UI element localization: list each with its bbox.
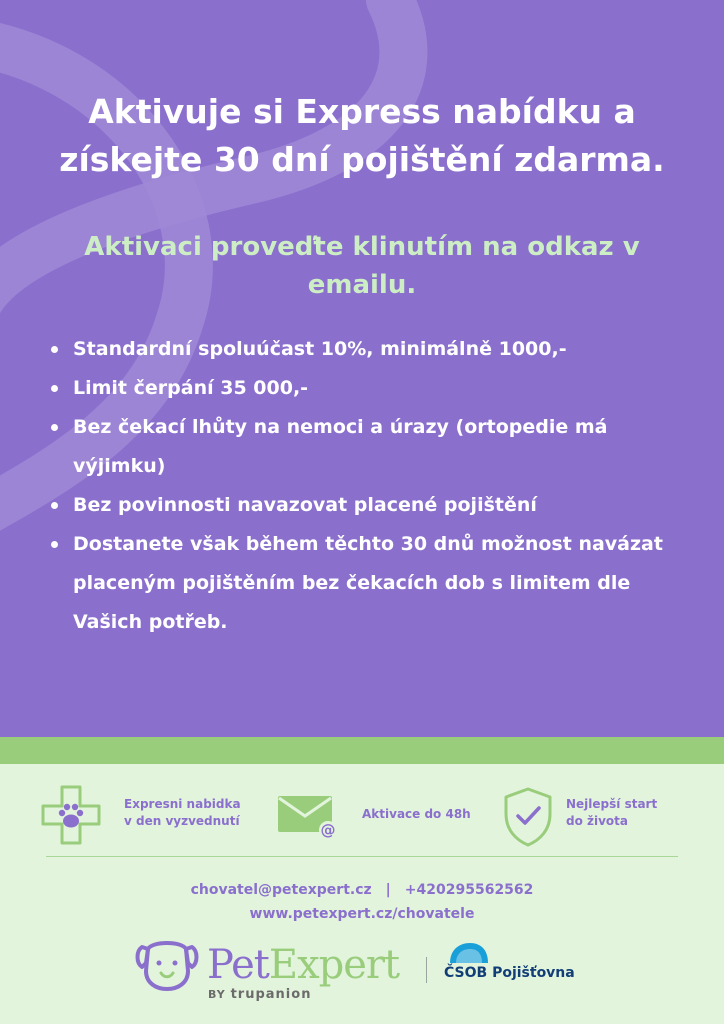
shield-check-icon bbox=[502, 786, 554, 848]
benefit-item: Bez čekací lhůty na nemoci a úrazy (ortopedie má výjimku) bbox=[48, 408, 668, 486]
benefits-list bbox=[48, 330, 668, 642]
headline-line-2: získejte 30 dní pojištění zdarma. bbox=[59, 140, 665, 179]
benefit-item: Bez povinnosti navazovat placené pojištění bbox=[48, 486, 668, 525]
subheadline: Aktivaci proveďte klinutím na odkaz v emailu. bbox=[84, 232, 640, 300]
logo-separator bbox=[426, 957, 427, 983]
csob-logo-icon bbox=[446, 941, 492, 965]
svg-text:@: @ bbox=[320, 821, 336, 839]
contact-email-link[interactable]: chovatel@petexpert.cz bbox=[190, 882, 372, 898]
petexpert-dog-logo-icon bbox=[134, 937, 200, 993]
email-at-icon bbox=[276, 794, 340, 840]
medical-cross-paw-icon bbox=[40, 784, 102, 846]
benefit-item: Dostanete však během těchto 30 dnů možnost navázat placeným pojištěním bez čekacích dob s limitem dle Vašich potřeb. bbox=[48, 525, 668, 642]
feature-text: Aktivace do 48h bbox=[362, 807, 471, 821]
green-divider-bar bbox=[0, 737, 724, 764]
feature-text: Nejlepší start do života bbox=[566, 797, 658, 828]
contact-block bbox=[0, 878, 724, 926]
features-row bbox=[0, 780, 724, 850]
petexpert-wordmark: PetExpert bbox=[207, 942, 400, 988]
headline-line-1: Aktivuje si Express nabídku a bbox=[88, 92, 636, 131]
contact-website-link[interactable]: www.petexpert.cz/chovatele bbox=[249, 906, 475, 922]
logos-row bbox=[0, 935, 724, 1015]
horizontal-divider bbox=[46, 856, 678, 857]
headline bbox=[0, 88, 724, 184]
contact-separator: | bbox=[385, 882, 391, 898]
contact-phone-link[interactable]: +420295562562 bbox=[404, 882, 534, 898]
feature-text: Expresni nabidka v den vyzvednutí bbox=[124, 797, 241, 828]
by-trupanion-label: BY trupanion bbox=[208, 987, 312, 1002]
csob-wordmark: ČSOB Pojišťovna bbox=[444, 965, 575, 981]
benefit-item: Limit čerpání 35 000,- bbox=[48, 369, 668, 408]
benefit-item: Standardní spoluúčast 10%, minimálně 1000,- bbox=[48, 330, 668, 369]
